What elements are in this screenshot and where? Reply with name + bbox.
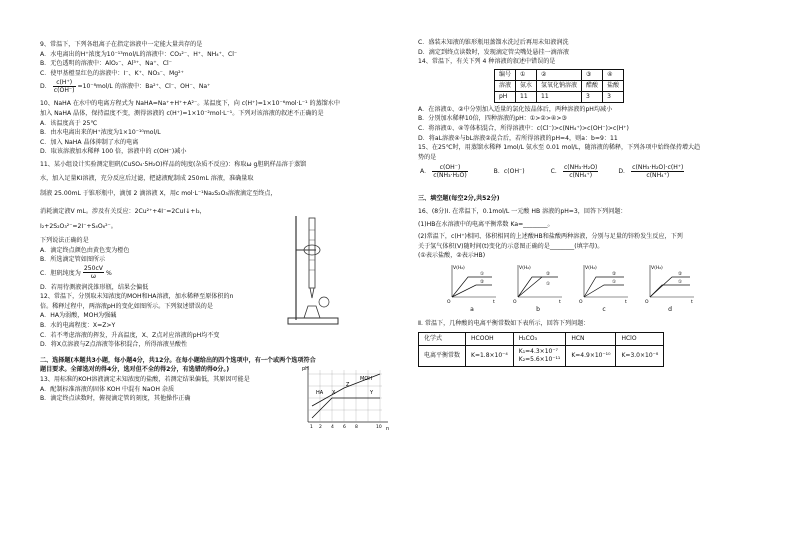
q13-option-c: C．盛装未知液的锥形瓶用蒸馏水洗过后再用未知液润洗 [418, 39, 569, 46]
table-cell: H₂CO₃ [513, 333, 566, 346]
ph-chart-ha-label: HA [316, 390, 324, 396]
figure-y-label: V(H₂) [651, 265, 663, 271]
q12-option-b: B．水的电离程度：X=Z>Y [40, 322, 116, 330]
q14-option-d: D．将aL溶液④与bL溶液②混合后，若所得溶液的pH=4，则a：b=9：11 [418, 134, 618, 142]
figure-label-b: b [536, 305, 540, 313]
table-row [419, 333, 664, 346]
q11-c-fraction [83, 265, 104, 280]
q9-d-fraction [53, 79, 76, 94]
q11-question: 下列说法正确的是 [40, 236, 89, 244]
q16-acid-table [418, 332, 664, 367]
table-row [495, 80, 624, 91]
figure-origin: O [645, 299, 649, 305]
q12-stem-1: 12、常温下，分别取未知浓度的MOH和HA溶液，加水稀释至原体积的n [40, 293, 234, 301]
figure-origin: O [579, 299, 583, 305]
q9-option-a: A．水电离出的H⁺浓度为10⁻¹³mol/L的溶液中：CO₃²⁻、H⁺、NH₄⁺、Cl⁻ [40, 50, 238, 58]
table-cell: 11 [537, 91, 582, 102]
figure-curve1-label: ① [678, 279, 683, 285]
section2-heading: 二、选择题(本题共3小题，每小题4分，共12分。在每小题给出的四个选项中，有一个或两个选项符合 [40, 356, 316, 364]
table-cell: K=3.0×10⁻⁸ [616, 346, 664, 367]
titration-apparatus-illustration [286, 210, 346, 330]
table-cell: HCN [566, 333, 616, 346]
table-cell: HClO [616, 333, 664, 346]
figure-c-graph [578, 263, 630, 305]
q10-option-c: C．加入 NaHA 晶体抑制了水的电离 [40, 138, 139, 146]
q15-stem-2: 势的是 [418, 153, 437, 161]
q16-part2-2: 关于氢气体积(V)随时间(t)变化的示意图正确的是________(填字母)。 [418, 242, 604, 250]
table-cell [513, 346, 566, 367]
q16-figure-b [512, 263, 564, 315]
table-row [495, 91, 624, 102]
q12-stem-2: 倍。稀释过程中，两溶液pH的变化如图所示。下列叙述错误的是 [40, 302, 213, 310]
q11-stem-5: I₂+2S₂O₃²⁻=2I⁻+S₄O₆²⁻。 [40, 223, 117, 231]
q15-d-den: c(NH₄⁺) [646, 171, 670, 179]
q15-c-num: c(NH₃·H₂O) [563, 163, 598, 171]
figure-a-graph [446, 263, 498, 305]
figure-curve2-label: ② [612, 271, 617, 277]
figure-x-label: t [493, 299, 495, 305]
figure-origin: O [513, 299, 517, 305]
q11-stem-4: 消耗滴定液V mL。涉及有关反应：2Cu²⁺+4I⁻=2CuI↓+I₂， [40, 207, 206, 215]
ph-chart-tick: 8 [355, 425, 358, 430]
q16-legend-note: (①表示盐酸，②表示HB) [418, 252, 486, 260]
figure-x-label: t [625, 299, 627, 305]
ph-chart-point-z: Z [346, 382, 350, 388]
q15-d-num: c(NH₃·H₂O)·c(H⁺) [632, 163, 684, 171]
q15-a-den: c(NH₃·H₂O) [433, 171, 467, 179]
right-column [418, 38, 766, 367]
figure-label-a: a [470, 305, 474, 313]
table-cell: 盐酸 [603, 80, 624, 91]
ph-chart-tick: 4 [331, 425, 334, 430]
q15-c-den: c(NH₄⁺) [569, 171, 593, 179]
table-cell: ① [516, 69, 537, 80]
q11-option-a: A．滴定终点颜色由黄色变为橙色 [40, 246, 130, 254]
ph-chart-x-ticks [310, 424, 382, 430]
ph-chart-tick: 10 [376, 425, 382, 430]
table-cell: ④ [603, 69, 624, 80]
q15-d-label: D． [618, 168, 630, 176]
table-cell: 3 [582, 91, 603, 102]
q15-a-fraction [432, 164, 467, 179]
q14-option-a: A．在溶液①、②中分别加入适量的氯化铵晶体后，两种溶液的pH均减小 [418, 105, 613, 113]
q11-c-suffix: % [105, 269, 112, 277]
q16-part2-1: (2)常温下，c(H⁺)相同、体积相同的上述酸HB和盐酸两种溶液，分别与足量的锌粉发生反应，下列 [418, 233, 683, 241]
q10-stem-1: 10、NaHA 在水中的电离方程式为 NaHA=Na⁺+H⁺+A²⁻。某温度下，向 c(H⁺)=1×10⁻⁶mol·L⁻¹ 的蒸馏水中 [40, 100, 340, 108]
ph-chart-tick: 1 [310, 425, 313, 430]
q15-c-fraction [563, 164, 598, 179]
q11-stem-1: 11、某小组设计实验测定胆矾(CuSO₄·5H₂O)样品的纯度(杂质不反应)：称取ω g胆矾样品溶于蒸馏 [40, 160, 307, 168]
table-cell: 氨水 [516, 80, 537, 91]
q15-d-fraction [631, 164, 684, 179]
table-cell: 溶液 [495, 80, 516, 91]
q11-c-den: ω [90, 273, 96, 281]
figure-y-label: V(H₂) [453, 265, 465, 271]
figure-b-graph [512, 263, 564, 305]
q15-a-num: c(OH⁻) [432, 164, 467, 172]
figure-curve1-label: ① [546, 281, 551, 287]
q11-stem-2: 水，加入足量KI溶液，充分反应后过滤，把滤液配制成 250mL 溶液，准确量取 [40, 174, 254, 182]
figure-x-label: t [559, 299, 561, 305]
q16-figure-row [446, 263, 766, 315]
ph-chart-x-label: n [386, 426, 390, 432]
q11-option-d: D．若用待测液润洗锥形瓶，结果会偏低 [40, 283, 149, 291]
q10-option-d: D．取该溶液加水稀释 100 倍，溶液中的 c(OH⁻)减小 [40, 148, 187, 156]
table-cell: 11 [516, 91, 537, 102]
q11-stem-3: 制液 25.00mL 于锥形瓶中，滴加 2 滴溶液 X，用c mol·L⁻¹Na₂S₂O₃溶液滴定至终点， [40, 190, 277, 198]
table-cell: ③ [582, 69, 603, 80]
table-cell: K=4.9×10⁻¹⁰ [566, 346, 616, 367]
section2-heading-2: 题目要求。全部选对的得4分，选对但不全的得2分，有选错的得0分。) [40, 366, 230, 374]
q12-option-d: D．将X点溶液与Z点溶液等体积混合，所得溶液呈酸性 [40, 341, 188, 349]
figure-curve1-label: ① [480, 271, 485, 277]
q11-c-prefix: C．胆矾纯度为 [40, 269, 81, 277]
q15-b-label: B．c(OH⁻) [493, 168, 525, 176]
ph-chart-y-label: pH [302, 366, 309, 372]
table-cell: 电离平衡常数 [419, 346, 466, 367]
figure-curve2-label: ② [480, 279, 485, 285]
q10-stem-2: 加入 NaHA 晶体，保持温度不变，测得溶液的 c(H⁺)=1×10⁻²mol·L⁻¹。下列对该溶液的叙述不正确的是 [40, 109, 324, 117]
figure-label-d: d [668, 305, 672, 313]
q9-d-suffix: =10⁻⁸mol/L 的溶液中：Ba²⁺、Cl⁻、OH⁻、Na⁺ [77, 83, 211, 91]
q13-option-d: D．滴定到终点读数时，发现滴定管尖嘴处悬挂一滴溶液 [418, 48, 569, 56]
q15-a-label: A． [420, 168, 431, 176]
figure-label-c: c [602, 305, 606, 313]
q9-d-num: c(H⁺) [53, 79, 76, 87]
ph-chart-tick: 2 [319, 425, 322, 430]
q16-part1: (1)HB在水溶液中的电离平衡常数 Ka=________。 [418, 220, 554, 228]
ph-chart-point-x: X [332, 390, 336, 396]
q10-option-b: B．由水电离出来的H⁺浓度为1×10⁻¹⁰mol/L [40, 129, 161, 137]
q15-c-label: C． [550, 168, 561, 176]
table-cell: 编号 [495, 69, 516, 80]
q10-option-a: A．该温度高于 25℃ [40, 119, 98, 127]
q13-option-a: A．配制标准溶液的固体 KOH 中混有 NaOH 杂质 [40, 385, 175, 393]
q16-figure-d [644, 263, 696, 315]
section3-heading: 三、填空题(每空2分,共52分) [418, 195, 500, 203]
figure-d-graph [644, 263, 696, 305]
q16-figure-a [446, 263, 498, 315]
q12-option-a: A．HA为弱酸，MOH为强碱 [40, 312, 117, 320]
q15-stem-1: 15、在25℃时，用蒸馏水稀释 1mol/L 氨水至 0.01 mol/L，随溶液的稀释，下列各项中始终保持增大趋 [418, 144, 701, 152]
q14-table [494, 69, 624, 103]
table-cell: ② [537, 69, 582, 80]
table-cell: K=1.8×10⁻⁴ [466, 346, 514, 367]
q14-option-c: C．将溶液①、④等体积混合，所得溶液中：c(Cl⁻)>c(NH₄⁺)>c(OH⁻)>c(H⁺) [418, 124, 629, 132]
ph-chart-tick: 6 [343, 425, 346, 430]
q14-stem: 14、常温下，有关下列 4 种溶液的叙述中错误的是 [418, 58, 556, 66]
q16-figure-c [578, 263, 630, 315]
table-cell: pH [495, 91, 516, 102]
figure-y-label: V(H₂) [585, 265, 597, 271]
h2co3-k2: K₂=5.6×10⁻¹¹ [518, 356, 561, 364]
q9-d-prefix: D． [40, 83, 51, 91]
table-cell: HCOOH [466, 333, 514, 346]
q11-option-b: B．所选滴定管如图所示 [40, 256, 106, 264]
ph-chart-curve-ha [312, 398, 380, 418]
q16-stem: 16、(8分)Ⅰ. 在常温下，0.1mol/L 一元酸 HB 溶液的pH=3，回答下列问题： [418, 207, 627, 215]
q9-option-c: C．使甲基橙显红色的溶液中：I⁻、K⁺、NO₃⁻、Mg²⁺ [40, 69, 184, 77]
table-row [419, 346, 664, 367]
q12-option-c: C．若不考虑溶液的挥发，升高温度，X、Z点对应溶液的pH均不变 [40, 331, 220, 339]
figure-y-label: V(H₂) [519, 265, 531, 271]
table-cell: 3 [603, 91, 624, 102]
q9-option-d [40, 78, 398, 96]
figure-origin: O [447, 299, 451, 305]
figure-curve2-label: ② [546, 271, 551, 277]
q13-stem: 13、用标准的KOH溶液滴定未知浓度的盐酸，若测定结果偏低，其原因可能是 [40, 376, 250, 384]
table-cell: 化学式 [419, 333, 466, 346]
table-cell: 醋酸 [582, 80, 603, 91]
figure-curve2-label: ② [678, 271, 683, 277]
q9-stem: 9、常温下，下列各组离子在指定溶液中一定能大量共存的是 [40, 41, 203, 48]
q9-option-b: B．无色透明的溶液中：AlO₂⁻、Al³⁺、Na⁺、Cl⁻ [40, 60, 172, 68]
q16-part2-stem: Ⅱ. 常温下，几种酸的电离平衡常数如下表所示，回答下列问题： [418, 319, 590, 327]
q14-option-b: B．分别加水稀释10倍，四种溶液的pH：①>②>④>③ [418, 115, 567, 123]
ph-chart-moh-label: MOH [360, 376, 373, 382]
q9-d-den: c(OH⁻) [53, 86, 75, 94]
q13-option-b: B．滴定终点读数时，俯视滴定管的刻度，其他操作正确 [40, 395, 191, 403]
h2co3-k1: K₁=4.3×10⁻⁷ [518, 348, 558, 356]
q11-c-num: 250cV [83, 265, 103, 273]
q15-options [420, 162, 766, 182]
figure-x-label: t [691, 299, 693, 305]
figure-curve1-label: ① [612, 279, 617, 285]
ph-dilution-chart [300, 362, 392, 432]
table-row [495, 69, 624, 80]
table-cell: 氢氧化钠溶液 [537, 80, 582, 91]
ph-chart-point-y: Y [370, 390, 374, 396]
